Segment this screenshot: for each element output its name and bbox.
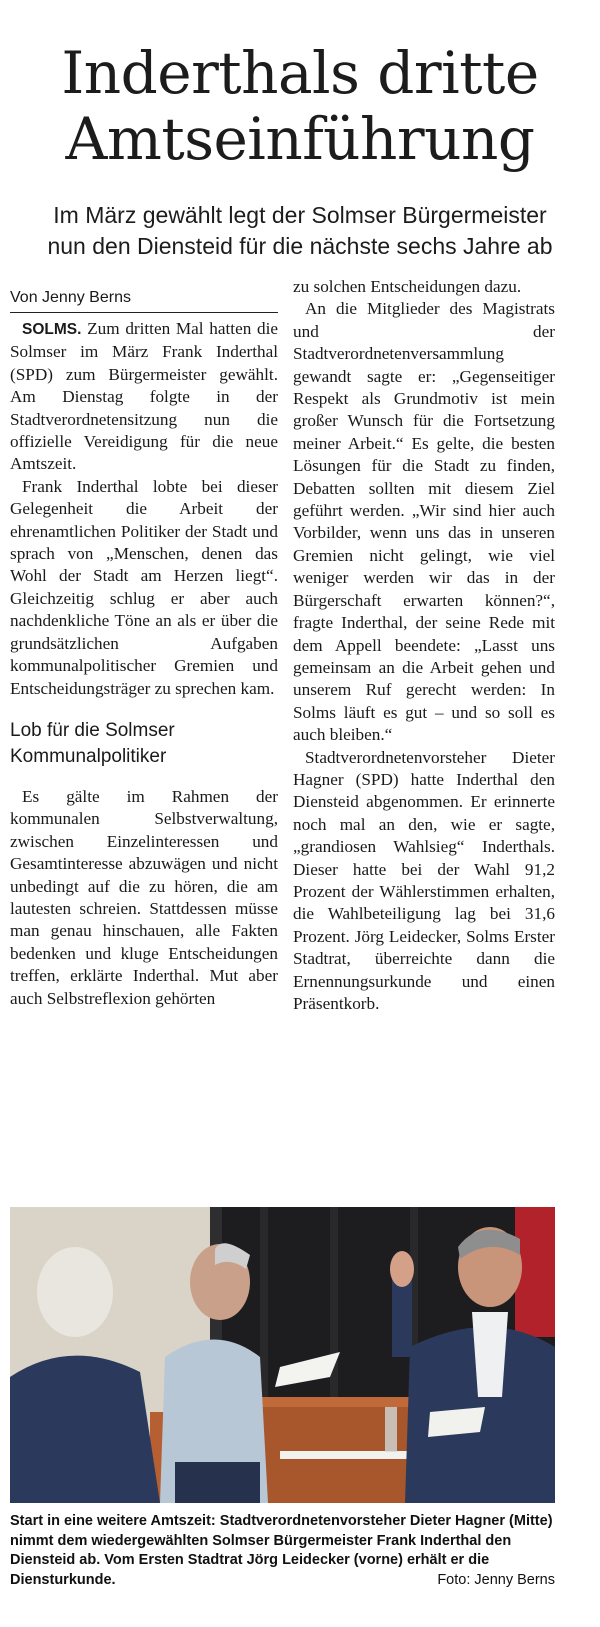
article-column-1 (10, 318, 278, 1010)
subheadline-line-1: Im März gewählt legt der Solmser Bürgermeister (53, 202, 547, 228)
headline (0, 40, 600, 172)
dateline: SOLMS. (22, 321, 82, 338)
article-column-2 (293, 276, 555, 1015)
headline-line-2: Amtseinführung (65, 105, 535, 173)
paragraph-5: Stadtverordnetenvorsteher Dieter Hagner (SPD) hatte Inderthal den Diensteid abgenommen. Er erinnerte noch mal an den, wie er sagte, „grandiosen Wahlsieg“ Inderthals. Dieser hatte bei der Wahl 91,2 Prozent der Wählerstimmen erhalten, die Wahlbeteiligung lag bei 31,6 Prozent. Jörg Leidecker, Solms Erster Stadtrat, überreichte dann die Ernennungsurkunde und einen Präsentkorb. (293, 747, 555, 1013)
photo-credit: Foto: Jenny Berns (437, 1571, 555, 1588)
swearing-in-photo-illustration (10, 1207, 555, 1503)
subhead-line-2: Kommunalpolitiker (10, 745, 167, 767)
paragraph-4: An die Mitglieder des Magistrats und der Stadtverordnetenversammlung gewandt sagte er: „Gegenseitiger Respekt als Grundmotiv ist mein großer Wunsch für die Fortsetzung meiner Arbeit.“ Es gelte, die besten Lösungen für die Stadt zu finden, Debatten sollten mit diesem Ziel geführt werden. „Wir sind hier auch Vorbilder, wenn uns das in unseren Gremien nicht gelingt, wie viel weniger werden wir das in der Bürgerschaft erwarten können?“, fragte Inderthal, der seine Rede mit dem Appell beendete: „Lasst uns gemeinsam an die Arbeit gehen und unserem Ruf gerecht werden: In Solms läuft es gut – und so soll es auch bleiben.“ (293, 299, 555, 745)
photo-caption (10, 1512, 555, 1590)
paragraph-3-continued: zu solchen Entscheidungen dazu. (293, 277, 522, 296)
article-photo (10, 1207, 555, 1503)
subhead-line-1: Lob für die Solmser (10, 719, 175, 741)
paragraph-1-text: Zum dritten Mal hatten die Solmser im März Frank Inderthal (SPD) zum Bürgermeister gewählt. Am Dienstag folgte in der Stadtverordnetensitzung nun die offizielle Vereidigung für die neue Amtszeit. (10, 319, 278, 474)
paragraph-2: Frank Inderthal lobte bei dieser Gelegenheit die Arbeit der ehrenamtlichen Politiker der Stadt und sprach von „Menschen, denen das Wohl der Stadt am Herzen liegt“. Gleichzeitig schlug er aber auch nachdenkliche Töne an als er über die grundsätzlichen Aufgaben kommunalpolitischer Gremien und Entscheidungsträger zu sprechen kam. (10, 476, 278, 698)
caption-text: Start in eine weitere Amtszeit: Stadtverordnetenvorsteher Dieter Hagner (Mitte) nimmt dem wiedergewählten Solmser Bürgermeister Frank Inderthal den Diensteid ab. Vom Ersten Stadtrat Jörg Leidecker (vorne) erhält er die Diensturkunde. (10, 1513, 553, 1588)
byline: Von Jenny Berns (10, 288, 278, 313)
paragraph-intro (10, 318, 278, 476)
headline-line-1: Inderthals dritte (61, 39, 539, 107)
paragraph-3: Es gälte im Rahmen der kommunalen Selbstverwaltung, zwischen Einzelinteressen und Gesamtinteresse abzuwägen und nicht unbedingt auf die zu hören, die am lautesten schreien. Stattdessen müsse man genau hinschauen, alle Fakten bedenken und kluge Entscheidungen treffen, erklärte Inderthal. Mut aber auch Selbstreflexion gehörten (10, 786, 278, 1008)
subheadline-line-2: nun den Diensteid für die nächste sechs Jahre ab (47, 233, 553, 259)
section-subhead (10, 718, 278, 770)
subheadline (0, 200, 600, 262)
